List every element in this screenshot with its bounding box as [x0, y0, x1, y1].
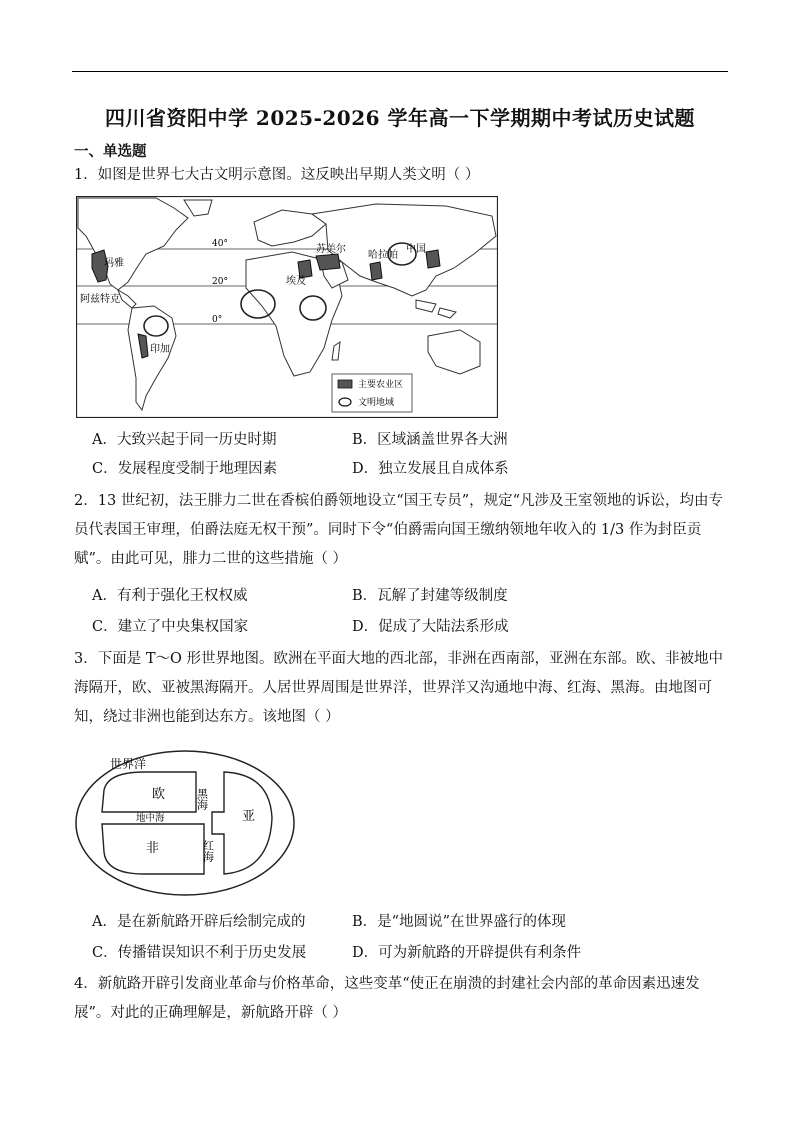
- section-heading: 一、单选题: [74, 143, 147, 160]
- civ-label: 印加: [150, 344, 170, 355]
- option-3b: B．是“地圆说”在世界盛行的体现: [352, 914, 566, 930]
- map-label-ocean: 世界洋: [110, 757, 147, 771]
- map-label-europe: 欧: [152, 787, 166, 802]
- legend-label: 文明地域: [358, 398, 395, 408]
- option-2a: A．有利于强化王权权威: [92, 588, 248, 604]
- option-1c: C．发展程度受制于地理因素: [92, 461, 278, 477]
- question-4-stem: 4．新航路开辟引发商业革命与价格革命，这些变革“使正在崩溃的封建社会内部的革命因素迅速发展”。对此的正确理解是，新航路开辟（ ）: [74, 976, 700, 1021]
- question-3-stem: 3．下面是 T～O 形世界地图。欧洲在平面大地的西北部，非洲在西南部，亚洲在东部。欧、非被地中海隔开，欧、亚被黑海隔开。人居世界周围是世界洋，世界洋又沟通地中海、红海、黑海。由地图可知，绕过非洲也能到达东方。该地图（ ）: [74, 651, 723, 725]
- option-1d: D．独立发展且自成体系: [352, 461, 509, 477]
- option-3d: D．可为新航路的开辟提供有利条件: [352, 945, 582, 961]
- map-label-asia: 亚: [242, 809, 256, 824]
- option-3a: A．是在新航路开辟后绘制完成的: [92, 914, 306, 930]
- map-label-mediterranean: 地中海: [136, 813, 165, 824]
- question-2-stem: 2．13 世纪初，法王腓力二世在香槟伯爵领地设立“国王专员”，规定“凡涉及王室领地的诉讼，均由专员代表国王审理，伯爵法庭无权干预”。同时下令“伯爵需向国王缴纳领地年收入的 1/3 作为封臣贡赋”。由此可见，腓力二世的这些措施（ ）: [74, 493, 724, 567]
- option-2c: C．建立了中央集权国家: [92, 619, 249, 635]
- civ-label: 玛雅: [104, 258, 124, 269]
- option-3c: C．传播错误知识不利于历史发展: [92, 945, 307, 961]
- lat-label: 20°: [212, 277, 228, 287]
- top-rule: [72, 71, 728, 72]
- civ-label: 哈拉帕: [368, 250, 398, 261]
- question-1-stem: 1．如图是世界七大古文明示意图。这反映出早期人类文明（ ）: [74, 167, 480, 183]
- world-civilizations-map: [76, 196, 498, 418]
- t-o-map: [74, 748, 296, 898]
- civ-label: 中国: [406, 244, 426, 255]
- civ-label: 苏美尔: [316, 244, 346, 255]
- option-2d: D．促成了大陆法系形成: [352, 619, 509, 635]
- civ-label: 埃及: [286, 276, 306, 287]
- legend-label: 主要农业区: [358, 380, 404, 390]
- civ-label: 阿兹特克: [80, 294, 120, 305]
- lat-label: 40°: [212, 239, 228, 249]
- legend-swatch-agriculture: [338, 380, 352, 388]
- map-label-red-sea: 红海: [201, 840, 215, 862]
- lat-label: 0°: [212, 315, 223, 325]
- option-2b: B．瓦解了封建等级制度: [352, 588, 508, 604]
- option-1b: B．区域涵盖世界各大洲: [352, 432, 508, 448]
- page-title: 四川省资阳中学 2025-2026 学年高一下学期期中考试历史试题: [104, 106, 696, 130]
- map-label-black-sea: 黑海: [195, 788, 209, 810]
- map-label-africa: 非: [146, 841, 160, 856]
- option-1a: A．大致兴起于同一历史时期: [92, 432, 277, 448]
